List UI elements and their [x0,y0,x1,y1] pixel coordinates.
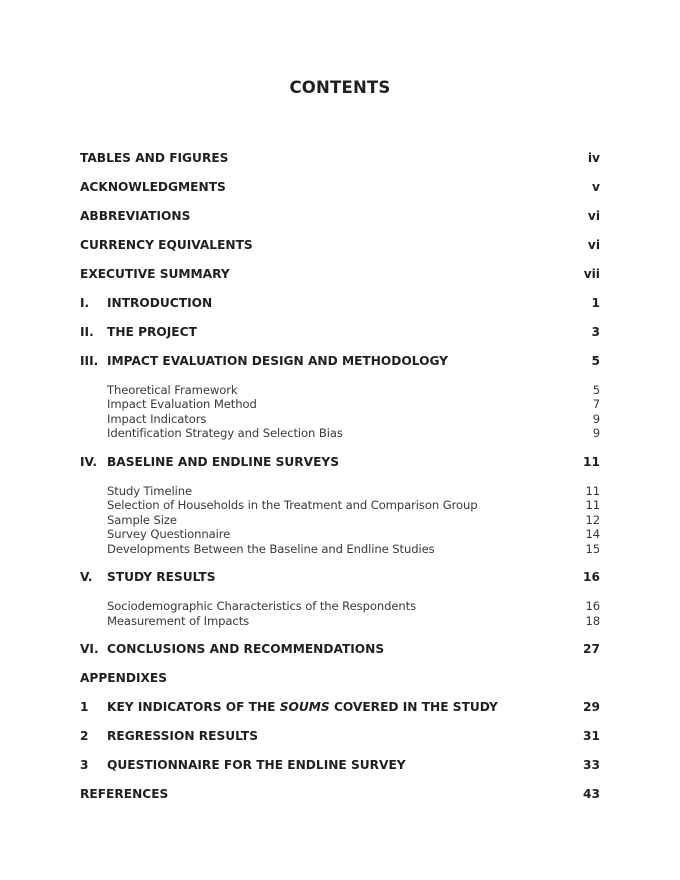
toc-entry-page: v [592,180,600,194]
toc-subentry[interactable] [80,513,600,528]
toc-entry-page: vi [587,209,600,223]
toc-entry-number: II. [80,325,94,339]
toc-entry-abbreviations[interactable] [80,209,600,224]
toc-subentry-label: Measurement of Impacts [107,613,250,628]
toc-entry-label [107,700,498,715]
toc-entry-number: 3 [80,758,89,772]
toc-subentry-label: Study Timeline [107,483,193,498]
toc-subentry-page: 15 [585,541,600,556]
toc-entry-impact-evaluation[interactable] [80,354,600,369]
toc-entry-label: CONCLUSIONS AND RECOMMENDATIONS [107,642,385,656]
toc-entry-page: 33 [583,758,600,772]
toc-entry-page: iv [587,151,600,165]
toc-subentry-page: 12 [585,512,600,527]
toc-subentry-label: Impact Indicators [107,411,207,426]
toc-entry-label: ACKNOWLEDGMENTS [80,180,226,194]
toc-entry-page: 43 [583,787,600,801]
toc-entry-label: APPENDIXES [80,671,167,685]
toc-subentry-label: Impact Evaluation Method [107,397,257,411]
toc-entry-page: 16 [583,570,600,584]
toc-subentry[interactable] [80,383,600,398]
toc-subentry-page: 5 [592,382,600,397]
toc-entry-page: 29 [583,700,600,714]
toc-subentry[interactable] [80,426,600,441]
toc-entry-label: INTRODUCTION [107,296,213,310]
toc-subentry-label: Identification Strategy and Selection Bias [107,426,343,440]
toc-entry-page: 3 [591,325,600,339]
toc-entry-conclusions[interactable] [80,642,600,657]
toc-subentry[interactable] [80,412,600,427]
toc-entry-page: 31 [583,729,600,743]
toc-subentry[interactable] [80,614,600,629]
toc-entry-label: IMPACT EVALUATION DESIGN AND METHODOLOGY [107,353,449,368]
toc-entry-page: 11 [583,454,600,469]
toc-entry-appendix-1[interactable] [80,700,600,715]
toc-entry-number: 1 [80,700,89,714]
toc-entry-label-part: COVERED IN THE STUDY [329,700,498,714]
toc-entry-acknowledgments[interactable] [80,180,600,195]
toc-subentry-label: Survey Questionnaire [107,527,231,541]
toc-entry-tables-and-figures[interactable] [80,151,600,166]
toc-entry-page: 1 [591,296,600,310]
toc-entry-appendix-3[interactable] [80,758,600,773]
toc-subentry-page: 11 [585,498,600,512]
toc-entry-page: vii [583,267,600,281]
toc-subentry-page: 11 [585,483,600,498]
toc-entry-study-results[interactable] [80,570,600,585]
toc-entry-page: 5 [591,353,600,368]
toc-entry-label: QUESTIONNAIRE FOR THE ENDLINE SURVEY [107,758,406,772]
toc-entry-label: REFERENCES [80,787,169,801]
toc-entry-appendixes[interactable] [80,671,600,686]
toc-subentry[interactable] [80,484,600,499]
toc-subentry-label: Theoretical Framework [107,382,238,397]
toc-entry-label: THE PROJECT [107,325,197,339]
toc-entry-label: REGRESSION RESULTS [107,729,258,743]
toc-entry-label: EXECUTIVE SUMMARY [80,267,230,281]
toc-entry-appendix-2[interactable] [80,729,600,744]
toc-subentry-label: Selection of Households in the Treatment and Comparison Group [107,498,478,512]
toc-entry-executive-summary[interactable] [80,267,600,282]
toc-entry-introduction[interactable] [80,296,600,311]
toc-entry-baseline-endline[interactable] [80,455,600,470]
toc-entry-label: STUDY RESULTS [107,570,216,584]
toc-subentry-page: 9 [592,426,600,440]
toc-subentry-label: Developments Between the Baseline and Endline Studies [107,541,435,556]
toc-entry-page: vi [587,238,600,252]
toc-entry-number: I. [80,296,90,310]
toc-entry-number: V. [80,570,93,584]
toc-entry-label: CURRENCY EQUIVALENTS [80,238,253,252]
toc-entry-page: 27 [583,642,600,656]
toc-subentry-page: 14 [585,527,600,541]
toc-subentry-page: 9 [592,411,600,426]
toc-entry-label: BASELINE AND ENDLINE SURVEYS [107,454,340,469]
toc-subentry-page: 18 [585,613,600,628]
toc-subentry[interactable] [80,397,600,412]
toc-subentry[interactable] [80,599,600,614]
toc-entry-number: III. [80,353,99,368]
toc-subentry[interactable] [80,527,600,542]
toc-entry-references[interactable] [80,787,600,802]
toc-entry-currency-equivalents[interactable] [80,238,600,253]
toc-entry-label-part: KEY INDICATORS OF THE [107,700,280,714]
toc-subentry[interactable] [80,542,600,557]
toc-subentry-label: Sample Size [107,512,177,527]
table-of-contents [80,151,600,802]
toc-entry-label-italic: SOUMS [279,700,330,714]
page-title: CONTENTS [289,78,391,97]
toc-entry-the-project[interactable] [80,325,600,340]
toc-subentry-page: 16 [585,599,600,613]
toc-subentry[interactable] [80,498,600,513]
toc-entry-number: VI. [80,642,99,656]
toc-entry-number: 2 [80,729,89,743]
toc-subentry-page: 7 [592,397,600,411]
toc-subentry-label: Sociodemographic Characteristics of the Respondents [107,599,417,613]
toc-entry-label: TABLES AND FIGURES [80,151,229,165]
toc-entry-label: ABBREVIATIONS [80,209,191,223]
toc-entry-number: IV. [80,454,98,469]
